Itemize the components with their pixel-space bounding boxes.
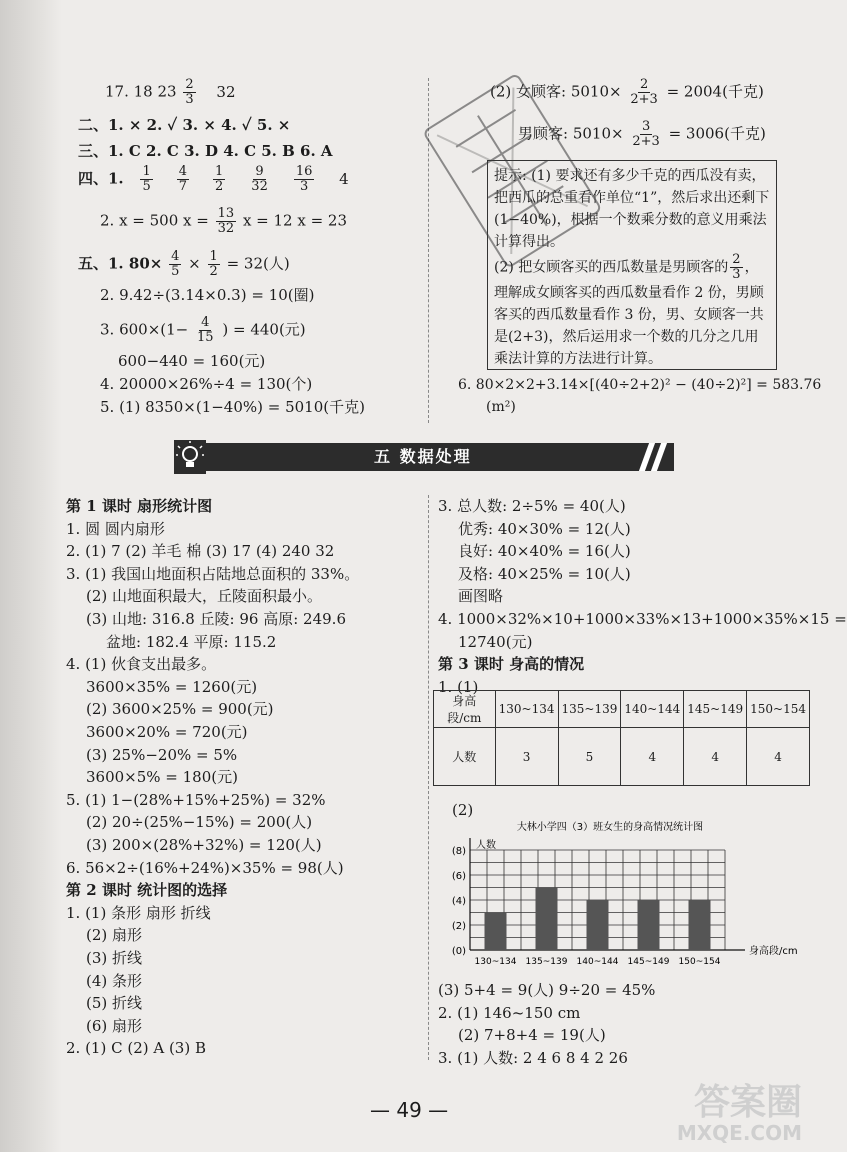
table-cell: 145~149: [684, 691, 747, 728]
bar: [536, 888, 558, 951]
hint-text-2: (2) 把女顾客买的西瓜数量是男顾客的 $\frac{2}{3}$ ，理解成女顾客买的西瓜数量看作 2 份，男顾客买的西瓜数量看作 3 份，男、女顾客一共是(2+3)，然后运用求一个数的几分之几用乘法计算的方法进行计算。: [494, 252, 764, 367]
page-number: — 49 —: [370, 1098, 449, 1122]
page-gutter-shadow: [0, 0, 62, 1152]
fraction: $\frac{16}{3}$: [295, 164, 313, 194]
answer-line: 3600×35% = 1260(元): [86, 677, 258, 696]
chart-title: 大林小学四（3）班女生的身高情况统计图: [516, 822, 704, 833]
x-tick-label: 145~149: [627, 957, 670, 967]
answer-line: (3) 折线: [86, 949, 143, 967]
section-wu-5: 5. (1) 8350×(1−40%) = 5010(千克): [100, 398, 365, 416]
watermark-logo: 答案圈 MXQE.COM: [676, 1082, 802, 1145]
table-cell: 3: [495, 728, 558, 786]
answer-5-2-female: (2) 女顾客: 5010× $\frac{2}{2+3}$ = 2004(千克): [490, 77, 764, 107]
answer-line: 3600×5% = 180(元): [86, 768, 238, 787]
answer-line: 及格: 40×25% = 10(人): [458, 564, 631, 583]
x-tick-label: 150~154: [678, 957, 721, 967]
lesson-heading: 第 3 课时 身高的情况: [438, 655, 585, 674]
section-wu-2: 2. 9.42÷(3.14×0.3) = 10(圈): [100, 286, 315, 304]
answer-line: (3) 5+4 = 9(人) 9÷20 = 45%: [438, 981, 656, 999]
table-cell: 4: [621, 728, 684, 786]
table-cell: 5: [558, 728, 621, 786]
bar: [638, 900, 660, 950]
section-wu-4: 4. 20000×26%÷4 = 130(个): [100, 375, 313, 393]
lesson-heading: 第 2 课时 统计图的选择: [66, 881, 228, 900]
answer-line: 6. 56×2÷(16%+24%)×35% = 98(人): [66, 858, 344, 877]
answer-6: 6. 80×2×2+3.14×[(40÷2+2)² − (40÷2)²] = 583.76: [458, 377, 822, 393]
answer-line: 1. 圆 圆内扇形: [66, 519, 165, 538]
answer-line: 12740(元): [458, 632, 533, 651]
answer-5-2-male: 男顾客: 5010× $\frac{3}{2+3}$ = 3006(千克): [518, 119, 766, 149]
answer-line: (3) 山地: 316.8 丘陵: 96 高原: 249.6: [86, 610, 346, 628]
row-header: 身高段/cm: [434, 691, 496, 728]
fraction: $\frac{4}{7}$: [178, 164, 188, 194]
lightbulb-icon: [174, 440, 206, 474]
answer-line: 3. (1) 我国山地面积占陆地总面积的 33%。: [66, 564, 360, 583]
y-tick-label: (2): [451, 921, 466, 932]
height-table: [433, 690, 810, 786]
section-san: 三、1. C 2. C 3. D 4. C 5. B 6. A: [78, 142, 333, 160]
table-cell: 140~144: [621, 691, 684, 728]
fraction: $\frac{2}{3}$: [185, 77, 194, 107]
section-wu-3: 3. 600×(1− $\frac{4}{15}$ ) = 440(元): [100, 315, 306, 345]
answer-line: (2) 20÷(25%−15%) = 200(人): [86, 813, 313, 832]
bar: [485, 913, 507, 951]
answer-6-unit: (m²): [486, 399, 516, 415]
answer-line: (2) 7+8+4 = 19(人): [458, 1026, 606, 1045]
answer-line: 1. (1): [438, 677, 479, 696]
answer-line: 优秀: 40×30% = 12(人): [458, 519, 631, 538]
answer-line: 4. (1) 伙食支出最多。: [66, 655, 217, 674]
answer-line: 2. (1) 7 (2) 羊毛 棉 (3) 17 (4) 240 32: [66, 542, 335, 561]
stamp-mark: [420, 60, 610, 290]
chapter-banner: [174, 440, 680, 474]
table-cell: 4: [747, 728, 810, 786]
x-tick-label: 140~144: [576, 957, 619, 967]
section-si-2: 2. x = 500 x = $\frac{13}{32}$ x = 12 x = 23: [100, 206, 348, 236]
chapter-title: 五 数据处理: [374, 447, 472, 466]
answer-line: 4. 1000×32%×10+1000×33%×13+1000×35%×15 =: [438, 610, 847, 628]
part-2-label: (2): [452, 801, 474, 819]
answer-line: 1. (1) 条形 扇形 折线: [66, 903, 211, 922]
answer-line: (3) 25%−20% = 5%: [86, 745, 238, 764]
fraction: $\frac{9}{32}$: [251, 164, 268, 194]
answer-line-17: 17. 18 23 $\frac{2}{3}$ 32: [105, 77, 236, 107]
x-tick-label: 135~139: [525, 957, 568, 967]
x-axis-label: 身高段/cm: [749, 946, 798, 957]
table-row: [434, 691, 810, 728]
fraction: $\frac{1}{2}$: [215, 164, 224, 194]
table-cell: 150~154: [747, 691, 810, 728]
answer-line: 3600×20% = 720(元): [86, 723, 248, 741]
answer-line: (2) 扇形: [86, 926, 143, 945]
y-axis-label: 人数: [476, 840, 496, 851]
table-cell: 130~134: [495, 691, 558, 728]
hint-text-1: 提示: (1) 要求还有多少千克的西瓜没有卖，把西瓜的总重看作单位“1”，然后求出还剩下(1−40%)，根据一个数乘分数的意义用乘法计算得出。: [494, 168, 770, 250]
x-tick-label: 130~134: [474, 957, 517, 967]
y-tick-label: (4): [451, 896, 466, 907]
bar: [587, 900, 609, 950]
answer-line: (6) 扇形: [86, 1016, 143, 1035]
answer-line: 良好: 40×40% = 16(人): [458, 542, 631, 561]
answer-line: (3) 200×(28%+32%) = 120(人): [86, 836, 322, 854]
answer-line: 2. (1) C (2) A (3) B: [66, 1039, 206, 1058]
answer-line: (4) 条形: [86, 971, 143, 990]
table-cell: 4: [684, 728, 747, 786]
lesson-heading: 第 1 课时 扇形统计图: [66, 497, 213, 515]
answer-line: (5) 折线: [86, 994, 143, 1013]
row-header: 人数: [434, 728, 496, 786]
answer-line: 画图略: [458, 587, 504, 606]
section-si: 四、1. $\frac{1}{5}$ $\frac{4}{7}$ $\frac{1}{2}$ $\frac{9}{32}$ $\frac{16}{3}$ 4: [78, 164, 349, 194]
section-wu-3b: 600−440 = 160(元): [118, 352, 266, 370]
answer-line: 3. (1) 人数: 2 4 6 8 4 2 26: [438, 1048, 628, 1067]
column-divider-bottom: [428, 495, 429, 1060]
table-cell: 135~139: [558, 691, 621, 728]
section-er: 二、1. × 2. ✓ 3. × 4. ✓ 5. ×: [78, 116, 291, 134]
section-wu-1: 五、1. 80× $\frac{4}{5}$ × $\frac{1}{2}$ = 32(人): [78, 249, 290, 279]
answer-line: 盆地: 182.4 平原: 115.2: [106, 632, 277, 651]
fraction: $\frac{1}{5}$: [142, 164, 151, 194]
answer-line: 5. (1) 1−(28%+15%+25%) = 32%: [66, 790, 326, 809]
answer-line: 3. 总人数: 2÷5% = 40(人): [438, 497, 626, 515]
answer-line: (2) 3600×25% = 900(元): [86, 700, 274, 719]
answer-line: 2. (1) 146~150 cm: [438, 1003, 581, 1022]
bar: [689, 900, 711, 950]
height-bar-chart: [430, 818, 798, 978]
y-tick-label: (0): [451, 946, 466, 957]
answer-line: (2) 山地面积最大，丘陵面积最小。: [86, 587, 323, 606]
y-tick-label: (6): [451, 871, 466, 882]
table-row: [434, 728, 810, 786]
y-tick-label: (8): [451, 846, 466, 857]
